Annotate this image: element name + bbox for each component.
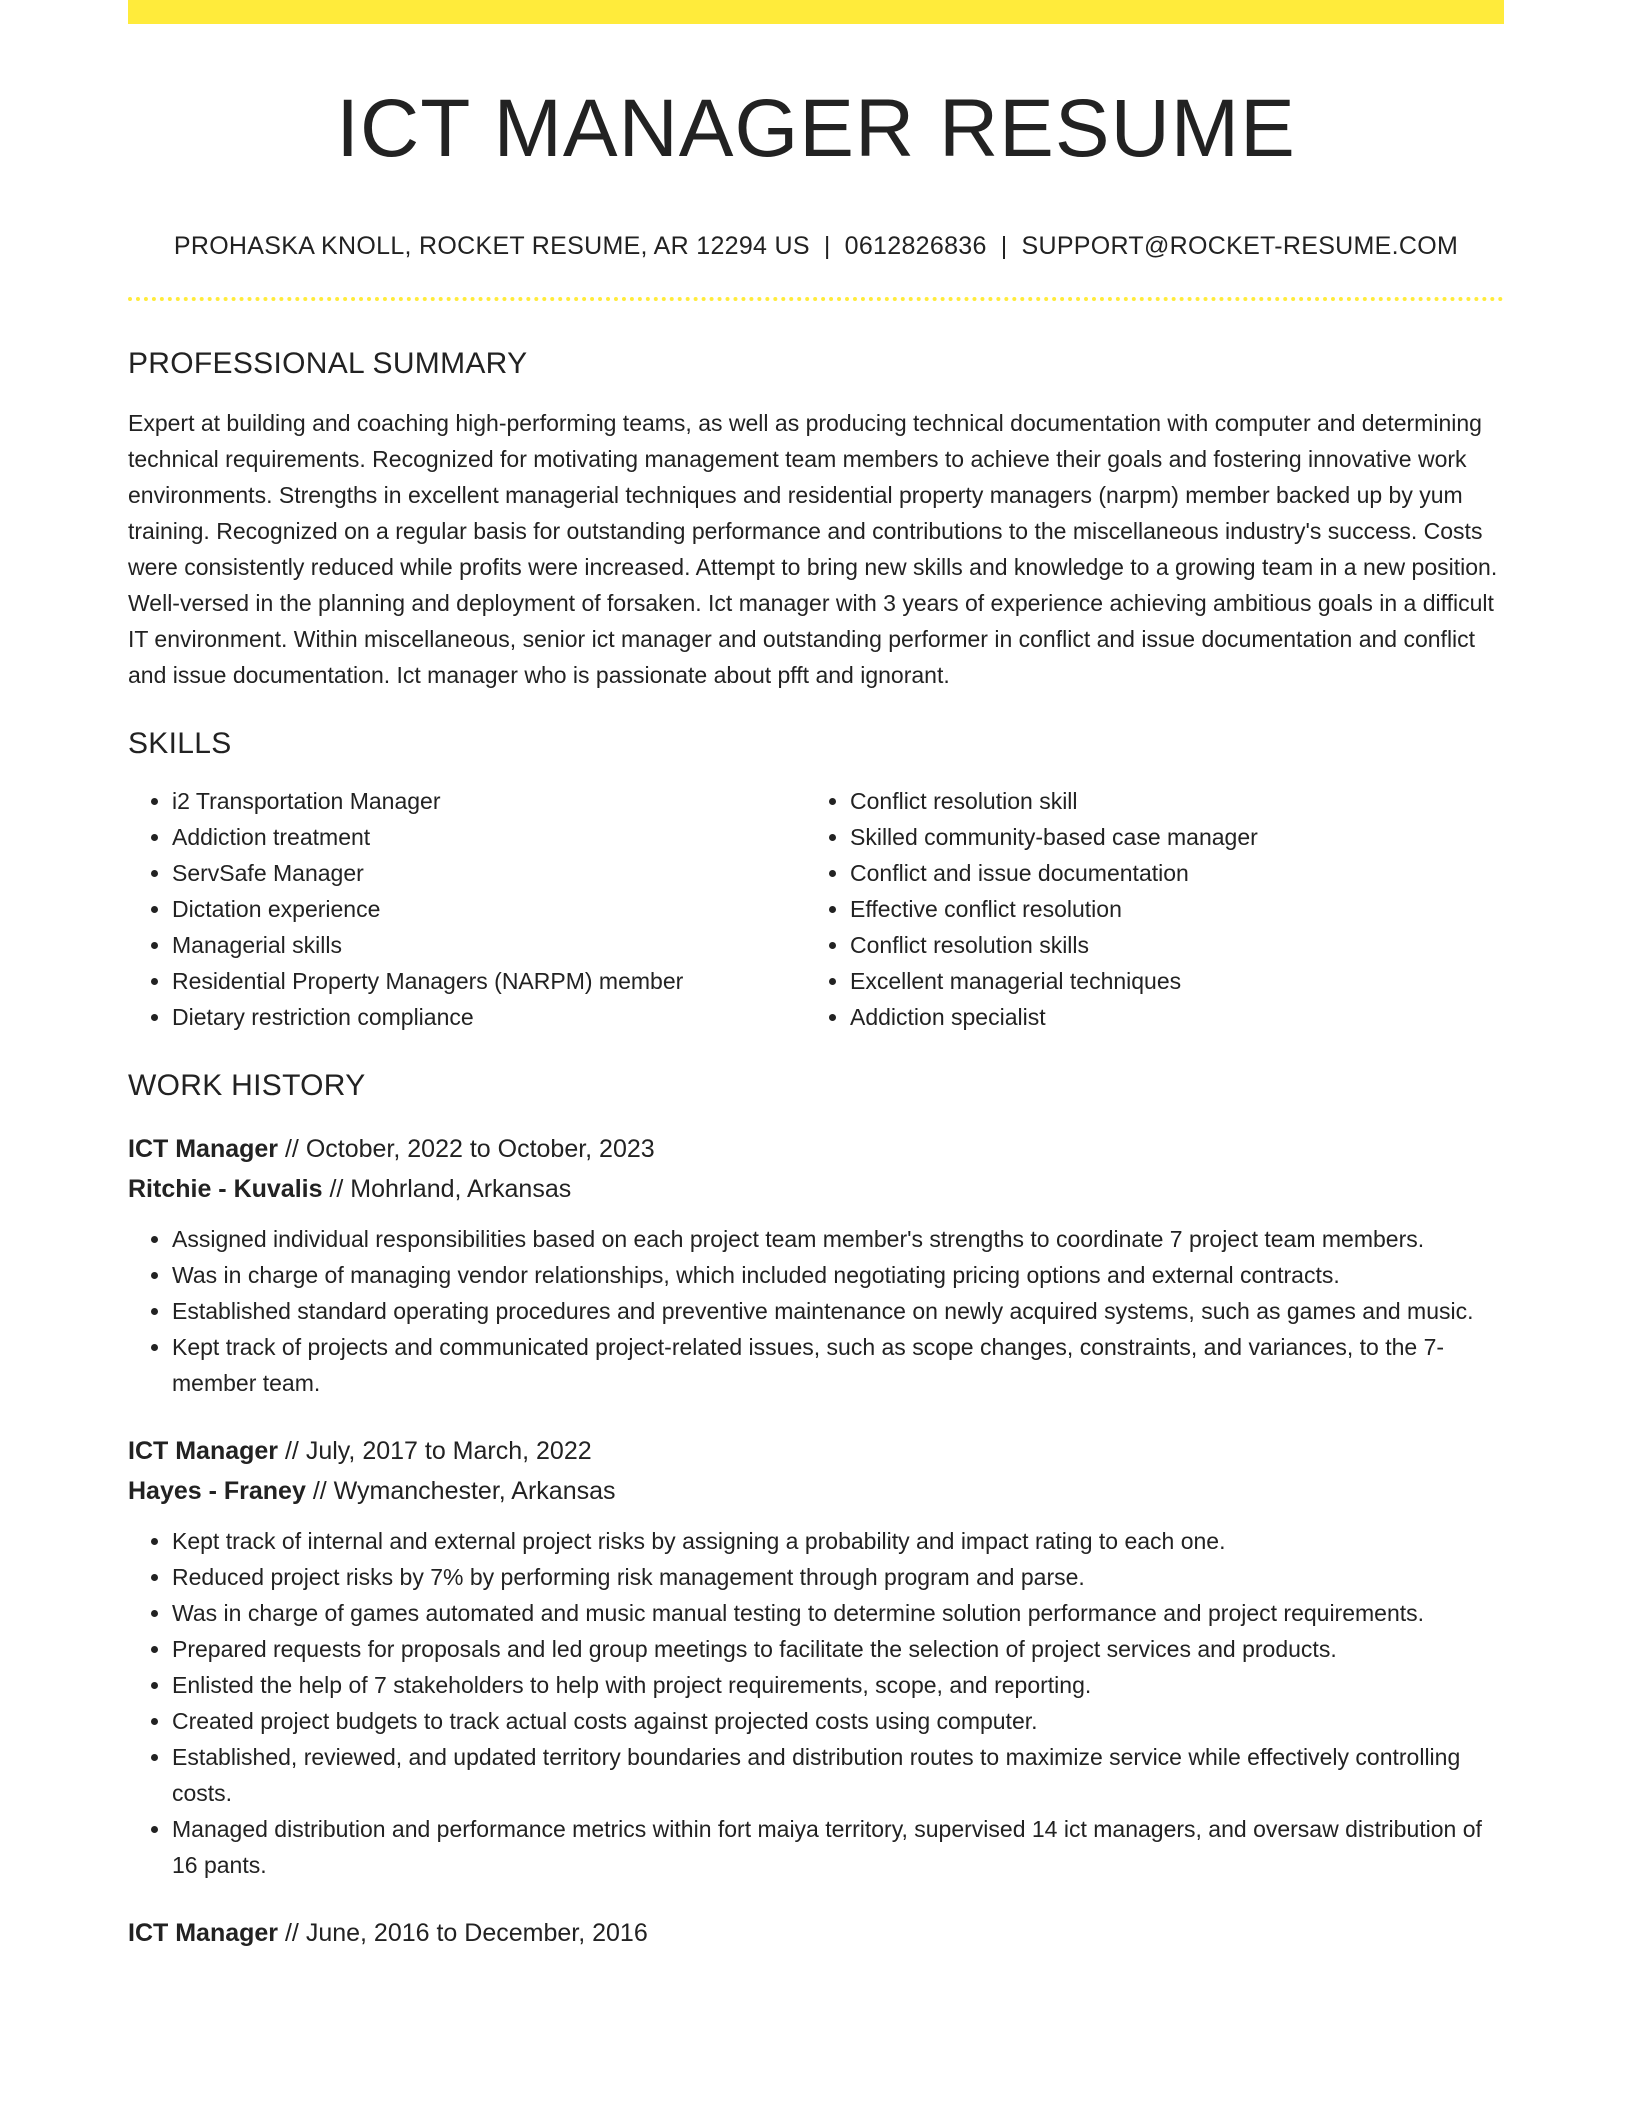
- summary-text: Expert at building and coaching high-performing teams, as well as producing technical documentation with computer and determining technical requirements. Recognized for motivating management team members to achieve their goals and fostering innovative work environments. Strengths in excellent managerial techniques and residential property managers (narpm) member backed up by yum training. Recognized on a regular basis for outstanding performance and contributions to the miscellaneous industry's success. Costs were consistently reduced while profits were increased. Attempt to bring new skills and knowledge to a growing team in a new position. Well-versed in the planning and deployment of forsaken. Ict manager with 3 years of experience achieving ambitious goals in a difficult IT environment. Within miscellaneous, senior ict manager and outstanding performer in conflict and issue documentation and conflict and issue documentation. Ict manager who is passionate about pfft and ignorant.: [128, 410, 1498, 689]
- skill-item: • Dietary restriction compliance: [172, 999, 806, 1035]
- job-location: // Wymanchester, Arkansas: [312, 1477, 616, 1506]
- contact-separator: |: [1000, 232, 1008, 261]
- skill-item: • Managerial skills: [172, 927, 806, 963]
- job-bullet: • Established, reviewed, and updated territory boundaries and distribution routes to maximize service while effectively controlling costs.: [172, 1739, 1504, 1811]
- job-entry: [128, 1431, 1504, 1883]
- skill-item: • i2 Transportation Manager: [172, 783, 806, 819]
- job-dates: // October, 2022 to October, 2023: [284, 1135, 655, 1164]
- job-dates: // June, 2016 to December, 2016: [284, 1919, 648, 1948]
- skill-item: • Conflict resolution skills: [850, 927, 1484, 963]
- accent-top-bar: [128, 0, 1504, 24]
- job-company-line: [128, 1471, 1504, 1511]
- job-company: Ritchie - Kuvalis: [128, 1175, 323, 1204]
- job-bullet-list: [128, 1221, 1504, 1401]
- contact-line: [128, 232, 1504, 261]
- skills-grid: [128, 783, 1504, 1035]
- skills-heading: SKILLS: [128, 727, 232, 761]
- job-title-line: [128, 1129, 1504, 1169]
- skill-item: • Conflict and issue documentation: [850, 855, 1484, 891]
- job-bullet: • Prepared requests for proposals and led group meetings to facilitate the selection of project services and products.: [172, 1631, 1504, 1667]
- contact-address: PROHASKA KNOLL, ROCKET RESUME, AR 12294 US: [173, 232, 810, 261]
- skill-item: • Conflict resolution skill: [850, 783, 1484, 819]
- job-location: // Mohrland, Arkansas: [329, 1175, 572, 1204]
- job-bullet: • Was in charge of managing vendor relationships, which included negotiating pricing options and external contracts.: [172, 1257, 1504, 1293]
- job-title: ICT Manager: [128, 1919, 279, 1948]
- job-bullet: • Kept track of projects and communicated project-related issues, such as scope changes, constraints, and variances, to the 7-member team.: [172, 1329, 1504, 1401]
- job-company: Hayes - Franey: [128, 1477, 306, 1506]
- job-bullet: • Reduced project risks by 7% by performing risk management through program and parse.: [172, 1559, 1504, 1595]
- job-title-line: [128, 1431, 1504, 1471]
- work-history-list: [128, 1129, 1504, 1953]
- job-bullet: • Established standard operating procedures and preventive maintenance on newly acquired systems, such as games and music.: [172, 1293, 1504, 1329]
- job-entry: [128, 1913, 1504, 1953]
- skill-item: • Excellent managerial techniques: [850, 963, 1484, 999]
- work-history-heading: WORK HISTORY: [128, 1069, 366, 1103]
- resume-title: ICT MANAGER RESUME: [336, 83, 1296, 174]
- job-bullet: • Was in charge of games automated and music manual testing to determine solution performance and project requirements.: [172, 1595, 1504, 1631]
- skill-item: • Dictation experience: [172, 891, 806, 927]
- skills-list-left: [128, 783, 806, 1035]
- job-bullet-list: [128, 1523, 1504, 1883]
- job-dates: // July, 2017 to March, 2022: [284, 1437, 592, 1466]
- dotted-divider: [128, 297, 1504, 301]
- skill-item: • Addiction treatment: [172, 819, 806, 855]
- job-bullet: • Assigned individual responsibilities based on each project team member's strengths to coordinate 7 project team members.: [172, 1221, 1504, 1257]
- job-title-line: [128, 1913, 1504, 1953]
- job-title: ICT Manager: [128, 1437, 279, 1466]
- skills-list-right: [806, 783, 1484, 1035]
- job-bullet: • Enlisted the help of 7 stakeholders to help with project requirements, scope, and reporting.: [172, 1667, 1504, 1703]
- contact-phone: 0612826836: [844, 232, 987, 261]
- job-company-line: [128, 1169, 1504, 1209]
- job-bullet: • Managed distribution and performance metrics within fort maiya territory, supervised 14 ict managers, and oversaw distribution of 16 pants.: [172, 1811, 1504, 1883]
- job-title: ICT Manager: [128, 1135, 279, 1164]
- skill-item: • Effective conflict resolution: [850, 891, 1484, 927]
- job-bullet: • Kept track of internal and external project risks by assigning a probability and impact rating to each one.: [172, 1523, 1504, 1559]
- contact-separator: |: [823, 232, 831, 261]
- skill-item: • Skilled community-based case manager: [850, 819, 1484, 855]
- summary-heading: PROFESSIONAL SUMMARY: [128, 347, 528, 381]
- resume-page: [128, 0, 1504, 1953]
- skill-item: • Residential Property Managers (NARPM) member: [172, 963, 806, 999]
- job-bullet: • Created project budgets to track actual costs against projected costs using computer.: [172, 1703, 1504, 1739]
- skill-item: • ServSafe Manager: [172, 855, 806, 891]
- skill-item: • Addiction specialist: [850, 999, 1484, 1035]
- contact-email[interactable]: SUPPORT@ROCKET-RESUME.COM: [1021, 232, 1459, 261]
- job-entry: [128, 1129, 1504, 1401]
